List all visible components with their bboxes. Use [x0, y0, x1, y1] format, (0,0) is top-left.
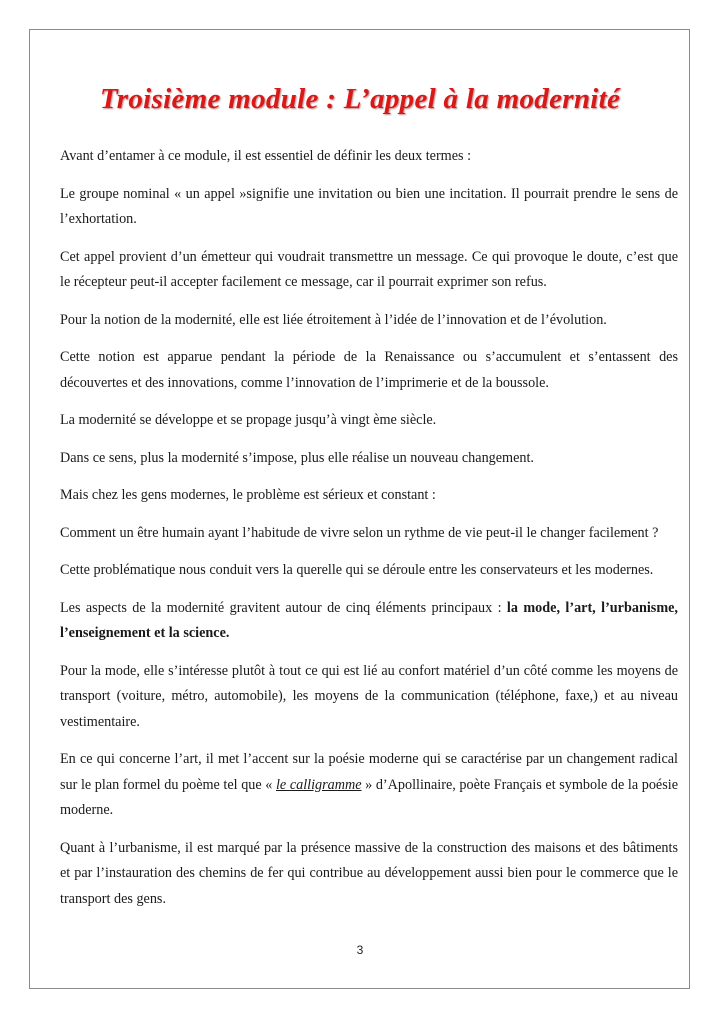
paragraph-emetteur: Cet appel provient d’un émetteur qui voudrait transmettre un message. Ce qui provoque le doute, c’est que le récepteur peut-il accepter facilement ce message, car il pourrait exprimer son refus. [60, 248, 678, 290]
paragraph-urbanisme: Quant à l’urbanisme, il est marqué par la présence massive de la construction des maisons et des bâtiments et par l’instauration des chemins de fer qui contribue au développement aussi bien pour le commerce que le transport des gens. [60, 839, 678, 907]
art-text-end: » d’Apollinaire, poète Français et symbole de la poésie moderne. [60, 776, 678, 818]
paragraph-mode: Pour la mode, elle s’intéresse plutôt à tout ce qui est lié au confort matériel d’un côté comme les moyens de transport (voiture, métro, automobile), les moyens de la communication (téléphone, faxe,) et au niveau vestimentaire. [60, 662, 678, 730]
document-body [60, 144, 678, 924]
aspects-intro-text: Les aspects de la modernité gravitent autour de cinq éléments principaux : [60, 599, 507, 616]
calligramme-link[interactable]: le calligramme [275, 776, 362, 793]
paragraph-art [60, 747, 678, 824]
aspects-list-bold: la mode, l’art, l’urbanisme, l’enseignement et la science. [60, 599, 678, 641]
paragraph-developpement: La modernité se développe et se propage jusqu’à vingt ème siècle. [60, 412, 437, 428]
paragraph-aspects [60, 596, 678, 647]
paragraph-renaissance: Cette notion est apparue pendant la période de la Renaissance ou s’accumulent et s’entassent des découvertes et des innovations, comme l’innovation de l’imprimerie et de la boussole. [60, 349, 678, 391]
page-title: Troisième module : L’appel à la modernité [99, 83, 621, 115]
paragraph-intro: Avant d’entamer à ce module, il est essentiel de définir les deux termes : [60, 148, 472, 164]
paragraph-question: Comment un être humain ayant l’habitude de vivre selon un rythme de vie peut-il le changer facilement ? [60, 524, 659, 541]
art-text-start: En ce qui concerne l’art, il met l’accent sur la poésie moderne qui se caractérise par un changement radical sur le plan formel du poème tel que « [60, 751, 678, 793]
paragraph-changement: Dans ce sens, plus la modernité s’impose, plus elle réalise un nouveau changement. [60, 449, 534, 466]
paragraph-modernite-notion: Pour la notion de la modernité, elle est liée étroitement à l’idée de l’innovation et de l’évolution. [60, 311, 607, 328]
paragraph-querelle: Cette problématique nous conduit vers la querelle qui se déroule entre les conservateurs et les modernes. [60, 562, 654, 578]
page-number: 3 [356, 943, 364, 957]
paragraph-probleme: Mais chez les gens modernes, le problème est sérieux et constant : [60, 487, 436, 503]
paragraph-appel-definition: Le groupe nominal « un appel »signifie une invitation ou bien une incitation. Il pourrait prendre le sens de l’exhortation. [60, 185, 678, 227]
